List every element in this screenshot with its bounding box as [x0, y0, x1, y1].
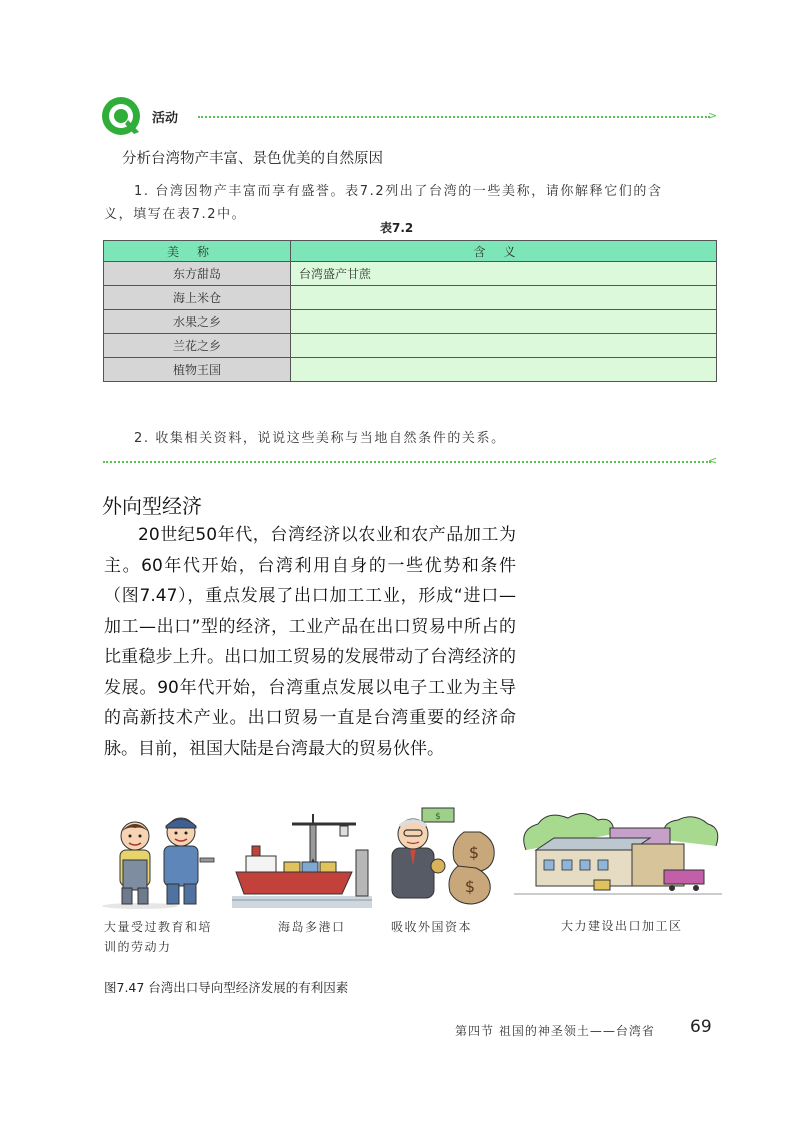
nickname-table — [103, 240, 717, 382]
table-cell-meaning[interactable] — [291, 334, 717, 358]
foreign-capital-illustration — [380, 804, 508, 908]
table-row — [104, 286, 717, 310]
question-1-line-1: 1. 台湾因物产丰富而享有盛誉。表7.2列出了台湾的一些美称，请你解释它们的含 — [134, 184, 663, 199]
table-cell-meaning[interactable]: 台湾盛产甘蔗 — [291, 262, 717, 286]
svg-text:$: $ — [468, 843, 480, 862]
section-paragraph: 20世纪50年代，台湾经济以农业和农产品加工为主。60年代开始，台湾利用自身的一些优势和条件（图7.47），重点发展了出口加工工业，形成“进口—加工—出口”型的经济，工业产品在出口贸易中所占的比重稳步上升。出口加工贸易的发展带动了台湾经济的发展。90年代开始，台湾重点发展以电子工业为主导的高新技术产业。出口贸易一直是台湾重要的经济命脉。目前，祖国大陆是台湾最大的贸易伙伴。 — [104, 525, 516, 759]
activity-title: 活动 — [152, 111, 179, 126]
table-cell-name: 水果之乡 — [104, 310, 291, 334]
ports-illustration — [232, 810, 372, 908]
caption-zone: 大力建设出口加工区 — [561, 919, 683, 933]
activity-divider-top — [198, 116, 710, 118]
activity-logo-icon — [101, 96, 141, 136]
table-cell-meaning[interactable] — [291, 286, 717, 310]
table-header-meaning: 含义 — [291, 241, 717, 262]
footer-section-title: 第四节 祖国的神圣领土——台湾省 — [455, 1024, 655, 1038]
caption-workers-line-1: 大量受过教育和培 — [104, 920, 213, 934]
activity-divider-bottom — [103, 461, 711, 463]
caption-capital: 吸收外国资本 — [391, 920, 473, 934]
question-1-line-2: 义，填写在表7.2中。 — [104, 207, 247, 222]
table-row — [104, 358, 717, 382]
table-cell-name: 东方甜岛 — [104, 262, 291, 286]
caption-ports: 海岛多港口 — [278, 920, 346, 934]
table-cell-meaning[interactable] — [291, 310, 717, 334]
table-header-name: 美称 — [104, 241, 291, 262]
activity-subtitle: 分析台湾物产丰富、景色优美的自然原因 — [122, 151, 383, 167]
section-title: 外向型经济 — [102, 494, 202, 518]
table-caption: 表7.2 — [380, 221, 414, 235]
question-2: 2. 收集相关资料，说说这些美称与当地自然条件的关系。 — [134, 431, 506, 446]
arrow-right-icon: > — [708, 109, 718, 122]
table-cell-meaning[interactable] — [291, 358, 717, 382]
table-row — [104, 334, 717, 358]
table-cell-name: 海上米仓 — [104, 286, 291, 310]
arrow-left-icon: < — [708, 454, 718, 467]
svg-text:$: $ — [435, 812, 441, 822]
export-zone-illustration — [514, 810, 722, 900]
page-number: 69 — [690, 1017, 712, 1037]
workers-illustration — [100, 808, 220, 910]
caption-workers-line-2: 训的劳动力 — [104, 940, 172, 954]
table-cell-name: 兰花之乡 — [104, 334, 291, 358]
table-row — [104, 310, 717, 334]
table-row — [104, 262, 717, 286]
table-cell-name: 植物王国 — [104, 358, 291, 382]
figure-caption: 图7.47 台湾出口导向型经济发展的有利因素 — [104, 980, 349, 995]
table-header-row — [104, 241, 717, 262]
svg-text:$: $ — [464, 877, 476, 896]
